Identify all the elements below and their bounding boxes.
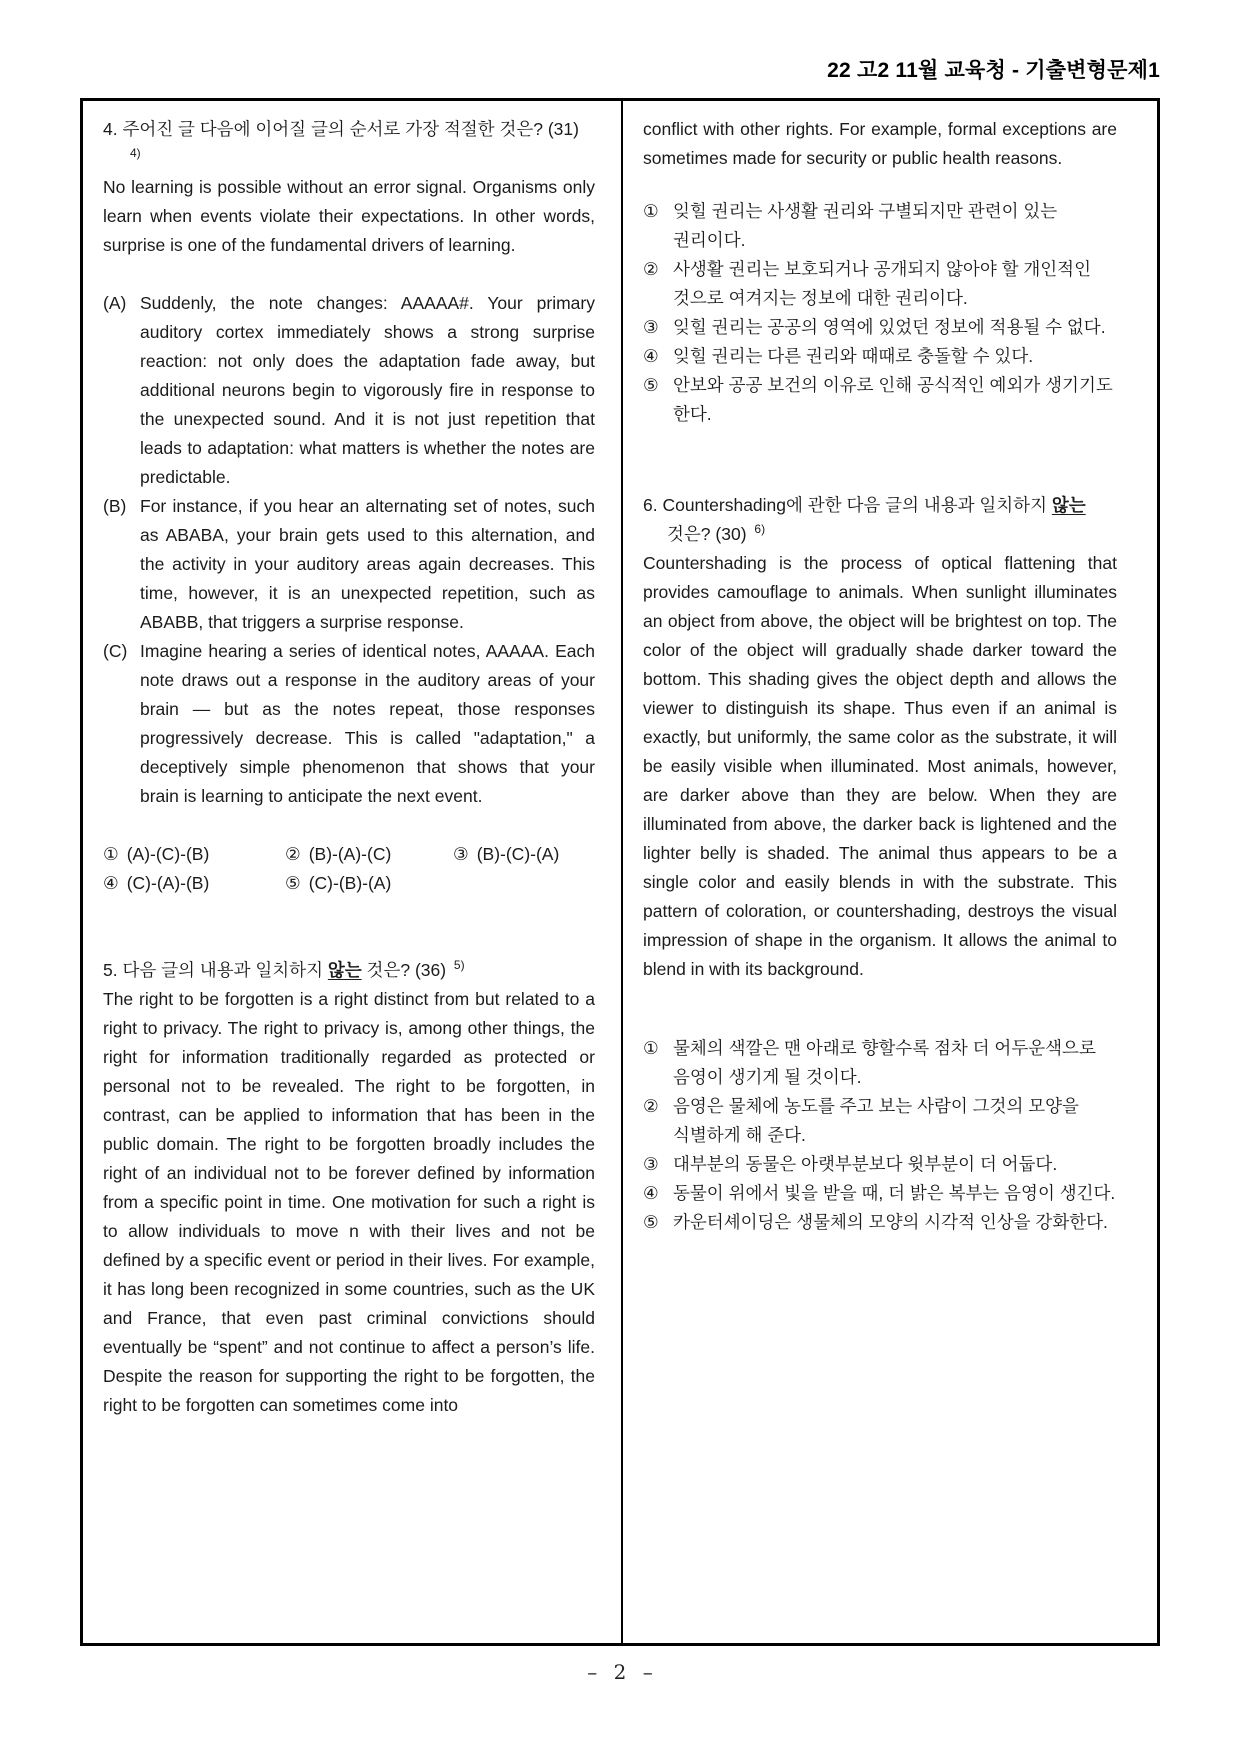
question-5-choice-1 [643, 197, 1117, 255]
question-4-footnote-number: 4) [130, 146, 141, 161]
question-4-title-text: 4. 주어진 글 다음에 이어질 글의 순서로 가장 적절한 것은? (31) [103, 119, 579, 139]
question-6-choice-1 [643, 1034, 1117, 1092]
question-6-title [643, 491, 1117, 549]
choice-text: 대부분의 동물은 아랫부분보다 윗부분이 더 어둡다. [673, 1154, 1058, 1174]
question-4-choice-1 [103, 840, 285, 869]
choice-text: (A)-(C)-(B) [126, 844, 210, 864]
question-5-title-text: 5. 다음 글의 내용과 일치하지 [103, 960, 328, 980]
choice-text: 물체의 색깔은 맨 아래로 향할수록 점차 더 어두운색으로 음영이 생기게 될 것이다. [673, 1038, 1096, 1087]
paragraph-text-C: Imagine hearing a series of identical notes, AAAAA. Each note draws out a response in the auditory areas of your brain — but as the notes repeat, those responses progressively decrease. This is called "adaptation," a deceptively simple phenomenon that shows that your brain is learning to anticipate the next event. [140, 641, 595, 806]
choice-number: ④ [103, 873, 119, 893]
question-6-passage: Countershading is the process of optical flattening that provides camouflage to animals. When sunlight illuminates an object from above, the object will be brightest on top. The color of the object will gradually shade darker toward the bottom. This shading gives the object depth and allows the viewer to distinguish its shape. Thus even if an animal is exactly, but uniformly, the same color as the substrate, it will be easily visible when illuminated. Most animals, however, are darker above than they are below. When they are illuminated from above, the darker back is lightened and the lighter belly is shaded. The animal thus appears to be a single color and easily blends in with the substrate. This pattern of coloration, or countershading, destroys the visual impression of shape in the organism. It allows the animal to blend in with its background. [643, 553, 1117, 979]
choice-text: 잊힐 권리는 사생활 권리와 구별되지만 관련이 있는 권리이다. [673, 201, 1058, 250]
question-4-title [103, 115, 595, 173]
choice-number: ③ [643, 317, 659, 337]
choice-number: ⑤ [643, 375, 659, 395]
question-5-passage-continued: conflict with other rights. For example, formal exceptions are sometimes made for security or public health reasons. [643, 119, 1117, 168]
question-5-choice-5 [643, 371, 1117, 429]
question-5-choice-4 [643, 342, 1117, 371]
question-5-choice-2 [643, 255, 1117, 313]
page-header-title: 22 고2 11월 교육청 - 기출변형문제1 [827, 59, 1160, 82]
question-4-intro-passage: No learning is possible without an error signal. Organisms only learn when events violate their expectations. In other words, surprise is one of the fundamental drivers of learning. [103, 177, 595, 255]
page-number: – 2 – [587, 1660, 653, 1684]
question-6-footnote-number: 6) [754, 522, 766, 537]
exam-content-box [80, 98, 1160, 1646]
choice-text: 잊힐 권리는 공공의 영역에 있었던 정보에 적용될 수 없다. [673, 317, 1106, 337]
paragraph-item-B [103, 492, 595, 637]
choice-number: ④ [643, 346, 659, 366]
choice-number: ① [643, 201, 659, 221]
question-6-choice-2 [643, 1092, 1117, 1150]
choice-text: (C)-(A)-(B) [126, 873, 210, 893]
paragraph-item-C [103, 637, 595, 811]
choice-text: 잊힐 권리는 다른 권리와 때때로 충돌할 수 있다. [673, 346, 1034, 366]
choice-number: ② [285, 844, 301, 864]
choice-text: 동물이 위에서 빛을 받을 때, 더 밝은 복부는 음영이 생긴다. [673, 1183, 1116, 1203]
question-6-choice-3 [643, 1150, 1117, 1179]
question-5-passage: The right to be forgotten is a right distinct from but related to a right to privacy. The right to privacy is, among other things, the right for information traditionally regarded as protected or personal not to be revealed. The right to be forgotten, in contrast, can be applied to information that has been in the public domain. The right to be forgotten broadly includes the right of an individual not to be forever defined by information from a specific point in time. One motivation for such a right is to allow individuals to move n with their lives and not be defined by a specific event or period in their lives. For example, it has long been recognized in some countries, such as the UK and France, that even past criminal convictions should eventually be “spent” and not continue to affect a person’s life. Despite the reason for supporting the right to be forgotten, the right to be forgotten can sometimes come into [103, 989, 595, 1415]
question-4-choice-2 [285, 840, 453, 869]
choice-text: (C)-(B)-(A) [308, 873, 392, 893]
paragraph-label-A: (A) [103, 293, 127, 313]
choice-number: ① [643, 1038, 659, 1058]
choice-number: ③ [643, 1154, 659, 1174]
paragraph-item-A [103, 289, 595, 492]
question-4-choice-4 [103, 869, 285, 898]
paragraph-text-B: For instance, if you hear an alternating set of notes, such as ABABA, your brain gets used to this alternation, and the activity in your auditory areas again decreases. This time, however, it is an unexpected repetition, such as ABABB, that triggers a surprise response. [140, 496, 595, 632]
question-5-title [103, 956, 595, 985]
question-5-choices [643, 197, 1117, 429]
question-6-title-text: 6. Countershading에 관한 다음 글의 내용과 일치하지 [643, 495, 1052, 515]
paragraph-label-B: (B) [103, 496, 127, 516]
question-4-choice-5 [285, 869, 453, 898]
choice-number: ⑤ [643, 1212, 659, 1232]
choice-number: ② [643, 259, 659, 279]
question-5-title-tail: 것은? (36) [361, 960, 451, 980]
choice-text: 카운터셰이딩은 생물체의 모양의 시각적 인상을 강화한다. [673, 1212, 1108, 1232]
choice-number: ② [643, 1096, 659, 1116]
question-5-choice-3 [643, 313, 1117, 342]
question-6-title-emphasis: 않는 [1051, 495, 1086, 515]
left-column [83, 101, 621, 1643]
question-4-choice-3 [453, 840, 595, 869]
choice-text: (B)-(A)-(C) [308, 844, 392, 864]
question-6-choice-5 [643, 1208, 1117, 1237]
question-6-choices [643, 1034, 1117, 1237]
question-5-title-emphasis: 않는 [327, 960, 362, 980]
question-6-title-tail: 것은? (30) [667, 524, 752, 544]
choice-text: 사생활 권리는 보호되거나 공개되지 않아야 할 개인적인 것으로 여겨지는 정보에 대한 권리이다. [673, 259, 1091, 308]
question-4-choices [103, 840, 595, 898]
choice-number: ⑤ [285, 873, 301, 893]
question-6-choice-4 [643, 1179, 1117, 1208]
choice-text: 안보와 공공 보건의 이유로 인해 공식적인 예외가 생기기도 한다. [673, 375, 1113, 424]
paragraph-label-C: (C) [103, 641, 128, 661]
choice-text: (B)-(C)-(A) [476, 844, 560, 864]
paragraph-text-A: Suddenly, the note changes: AAAAA#. Your primary auditory cortex immediately shows a strong surprise reaction: not only does the adaptation fade away, but additional neurons begin to vigorously fire in response to the unexpected sound. And it is not just repetition that leads to adaptation: what matters is whether the notes are predictable. [140, 293, 595, 487]
choice-number: ④ [643, 1183, 659, 1203]
question-5-footnote-number: 5) [453, 958, 465, 973]
choice-number: ③ [453, 844, 469, 864]
choice-text: 음영은 물체에 농도를 주고 보는 사람이 그것의 모양을 식별하게 해 준다. [673, 1096, 1079, 1145]
choice-number: ① [103, 844, 119, 864]
right-column [623, 101, 1157, 1643]
